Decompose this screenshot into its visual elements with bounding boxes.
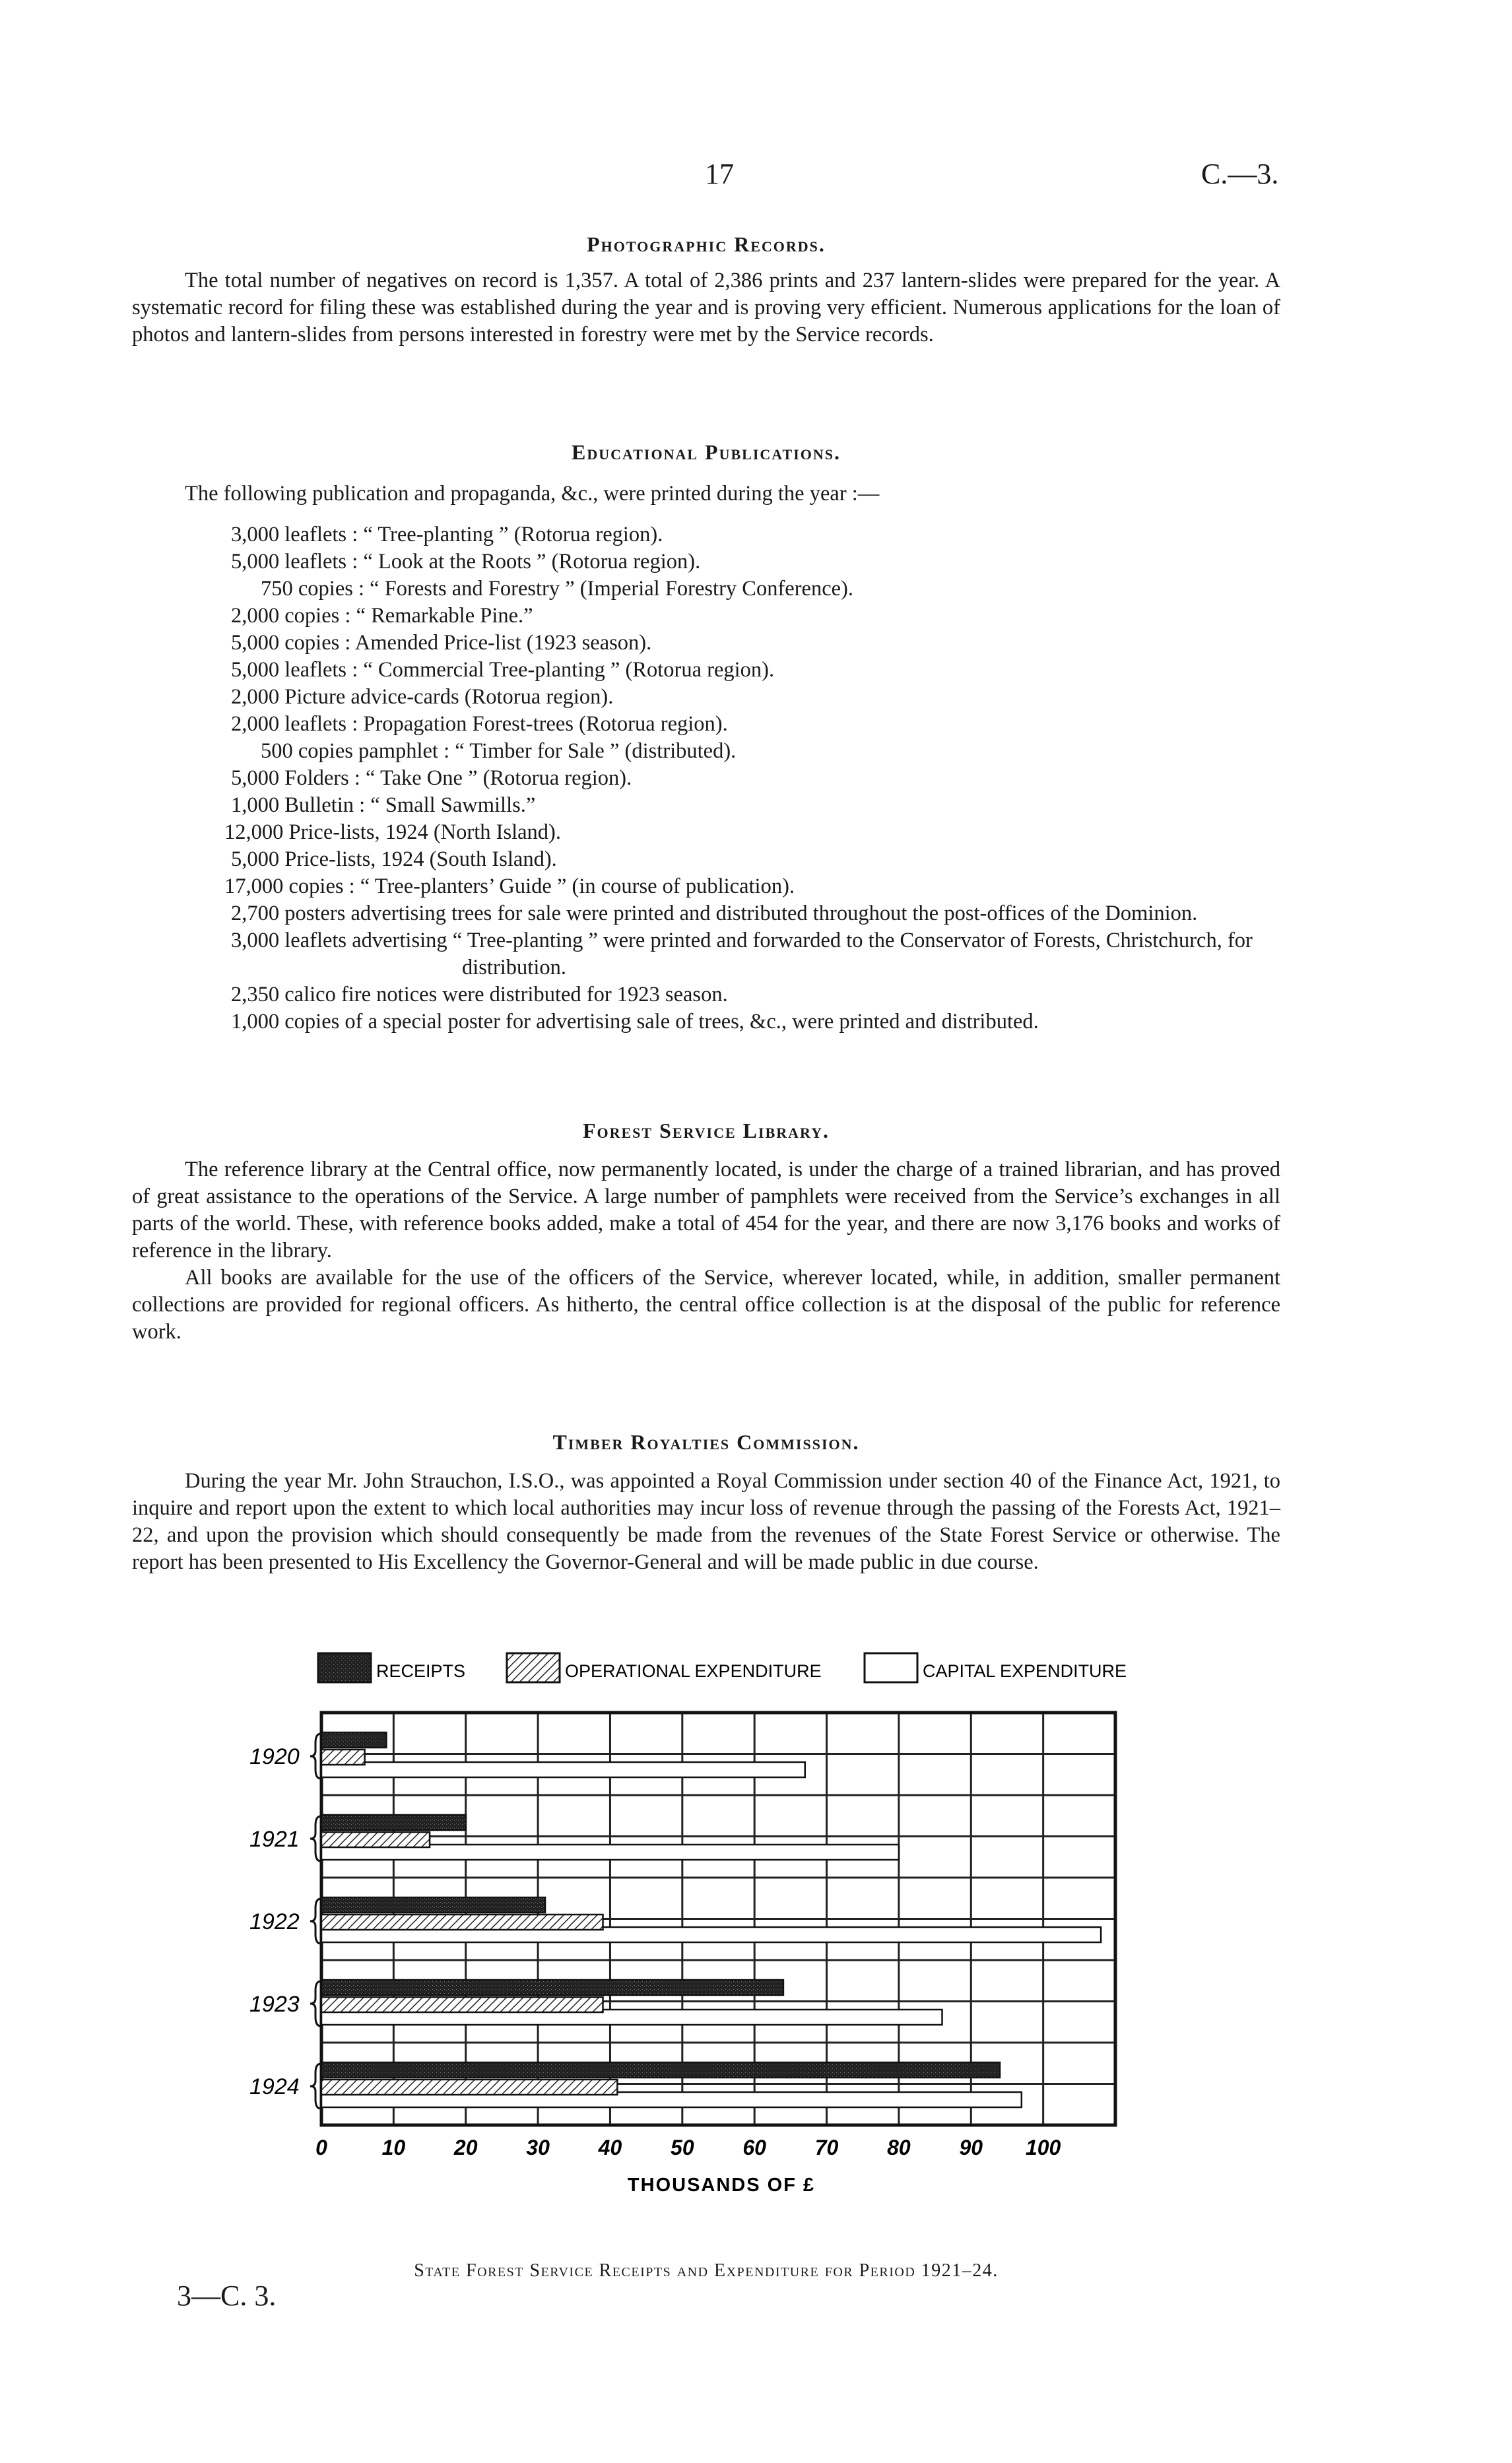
- royalties-paragraph: During the year Mr. John Strauchon, I.S.O., was appointed a Royal Commission under section 40 of the Finance Act, 1921, to inquire and report upon the extent to which local authorities may incur loss of revenue through the passing of the Forests Act, 1921–22, and upon the provision which should consequently be made from the revenues of the State Forest Service or otherwise. The report has been presented to His Excellency the Governor-General and will be made public in due course.: [132, 1469, 1280, 1574]
- section-heading-royalties: Timber Royalties Commission.: [552, 1430, 860, 1454]
- legend-swatch: [507, 1653, 560, 1682]
- x-tick-label: 80: [887, 2136, 911, 2159]
- bar-operational-expenditure: [321, 1750, 365, 1765]
- x-tick-label: 70: [814, 2136, 839, 2159]
- library-paragraph-1: The reference library at the Central office, now permanently located, is under the charge of a trained librarian, and has proved of great assistance to the operations of the Service. A large number of pamphlets were received from the Service’s exchanges in all parts of the world. These, with reference books added, make a total of 454 for the year, and there are now 3,176 books and works of reference in the library.: [132, 1158, 1280, 1263]
- category-label: 1922: [249, 1909, 300, 1934]
- x-tick-label: 40: [598, 2136, 622, 2159]
- category-label: 1920: [249, 1744, 300, 1769]
- legend-label: OPERATIONAL EXPENDITURE: [565, 1661, 822, 1681]
- section-heading-educational: Educational Publications.: [571, 440, 841, 464]
- x-tick-label: 50: [671, 2136, 694, 2159]
- publication-item: 750 copies : “ Forests and Forestry ” (Imperial Forestry Conference).: [261, 577, 854, 601]
- legend-label: RECEIPTS: [376, 1661, 466, 1681]
- chart-legend: [318, 1653, 1127, 1682]
- bar-receipts: [321, 1980, 783, 1995]
- category-brace: [310, 1981, 321, 2026]
- x-tick-label: 100: [1025, 2136, 1061, 2159]
- publication-item: 5,000 leaflets : “ Look at the Roots ” (Rotorua region).: [231, 550, 701, 574]
- category-label: 1923: [249, 1992, 300, 2017]
- library-paragraph-2: All books are available for the use of the officers of the Service, wherever located, while, in addition, smaller permanent collections are provided for regional officers. As hitherto, the central office collection is at the disposal of the public for reference work.: [132, 1266, 1280, 1344]
- chart-x-ticks: [315, 2136, 1061, 2159]
- publication-item: 2,700 posters advertising trees for sale were printed and distributed throughout the post-offices of the Dominion.: [231, 902, 1198, 925]
- category-label: 1921: [249, 1827, 300, 1852]
- chart-caption: State Forest Service Receipts and Expenditure for Period 1921–24.: [414, 2260, 999, 2281]
- publication-item: 5,000 Folders : “ Take One ” (Rotorua region).: [231, 766, 632, 790]
- category-label: 1924: [249, 2074, 300, 2099]
- bar-operational-expenditure: [321, 1997, 603, 2012]
- bar-receipts: [321, 2062, 1000, 2078]
- footer-code: 3—C. 3.: [177, 2280, 277, 2312]
- bar-receipts: [321, 1732, 386, 1748]
- publication-item: 2,000 Picture advice-cards (Rotorua region).: [231, 685, 614, 709]
- bar-capital-expenditure: [321, 1762, 805, 1777]
- publication-item: 3,000 leaflets : “ Tree-planting ” (Rotorua region).: [231, 523, 663, 546]
- educational-intro: The following publication and propaganda, &c., were printed during the year :—: [185, 482, 880, 506]
- publication-item: 5,000 copies : Amended Price-list (1923 season).: [231, 631, 652, 655]
- section-heading-photographic: Photographic Records.: [587, 232, 826, 256]
- publication-item: 17,000 copies : “ Tree-planters’ Guide ” (in course of publication).: [224, 874, 795, 898]
- bar-receipts: [321, 1815, 466, 1830]
- legend-label: CAPITAL EXPENDITURE: [923, 1661, 1127, 1681]
- category-brace: [310, 2064, 321, 2109]
- chart-category-labels: [249, 1734, 321, 2109]
- publication-item: 2,350 calico fire notices were distributed for 1923 season.: [231, 983, 728, 1006]
- publication-item: 1,000 Bulletin : “ Small Sawmills.”: [231, 793, 536, 817]
- publication-item: 1,000 copies of a special poster for advertising sale of trees, &c., were printed and distributed.: [231, 1010, 1039, 1034]
- photographic-paragraph: The total number of negatives on record is 1,357. A total of 2,386 prints and 237 lantern-slides were prepared for the year. A systematic record for filing these was established during the year and is proving very efficient. Numerous applications for the loan of photos and lantern-slides from persons interested in forestry were met by the Service records.: [132, 269, 1280, 346]
- x-tick-label: 60: [742, 2136, 766, 2159]
- category-brace: [310, 1899, 321, 1944]
- section-heading-library: Forest Service Library.: [582, 1119, 830, 1142]
- publication-item: 5,000 leaflets : “ Commercial Tree-planting ” (Rotorua region).: [231, 658, 775, 682]
- publication-item: 12,000 Price-lists, 1924 (North Island).: [224, 820, 562, 844]
- legend-swatch: [318, 1653, 371, 1682]
- bar-operational-expenditure: [321, 2080, 617, 2095]
- category-brace: [310, 1734, 321, 1779]
- bar-operational-expenditure: [321, 1832, 430, 1847]
- page-number: 17: [705, 158, 734, 190]
- publication-item: 500 copies pamphlet : “ Timber for Sale ” (distributed).: [261, 739, 737, 763]
- publication-item: 5,000 Price-lists, 1924 (South Island).: [231, 847, 557, 871]
- x-tick-label: 20: [453, 2136, 478, 2159]
- x-tick-label: 30: [526, 2136, 550, 2159]
- x-tick-label: 10: [381, 2136, 406, 2159]
- legend-swatch: [865, 1653, 917, 1682]
- bar-receipts: [321, 1897, 545, 1913]
- chart-x-axis-label: THOUSANDS OF £: [627, 2175, 816, 2196]
- publication-item: 2,000 copies : “ Remarkable Pine.”: [231, 604, 533, 628]
- publication-item: 3,000 leaflets advertising “ Tree-planting ” were printed and forwarded to the Conservator of Forests, Christchurch, for distribution.: [231, 929, 1253, 979]
- report-code: C.—3.: [1201, 158, 1279, 190]
- publication-item: 2,000 leaflets : Propagation Forest-trees (Rotorua region).: [231, 712, 728, 736]
- x-tick-label: 0: [315, 2136, 327, 2159]
- bar-operational-expenditure: [321, 1915, 603, 1930]
- category-brace: [310, 1816, 321, 1861]
- x-tick-label: 90: [959, 2136, 983, 2159]
